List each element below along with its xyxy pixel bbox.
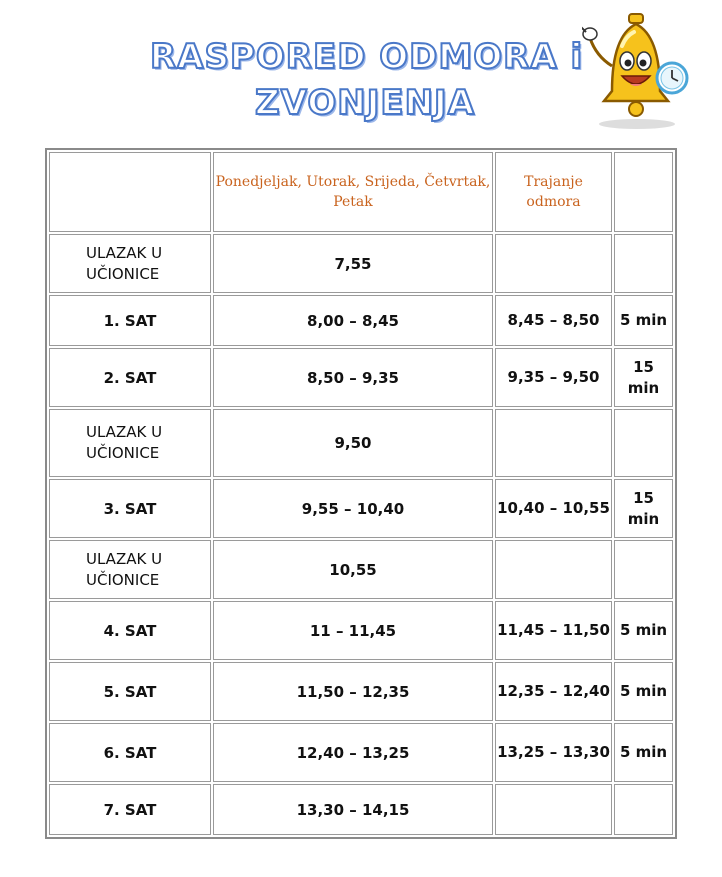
header-duration [614,152,673,232]
row-label: 3. SAT [49,479,211,538]
bell-mascot-icon [582,6,692,131]
row-duration: 5 min [614,662,673,721]
row-duration: 5 min [614,295,673,346]
row-label: 4. SAT [49,601,211,660]
row-label: ULAZAK U UČIONICE [49,234,211,293]
row-break: 12,35 – 12,40 [495,662,612,721]
table-row [49,348,673,407]
row-duration [614,540,673,599]
row-time: 9,55 – 10,40 [213,479,493,538]
header-label [49,152,211,232]
table-row [49,479,673,538]
table-row [49,540,673,599]
row-label: 1. SAT [49,295,211,346]
row-duration [614,784,673,835]
row-duration: 15 min [614,479,673,538]
row-time: 11,50 – 12,35 [213,662,493,721]
row-time: 12,40 – 13,25 [213,723,493,782]
table-row [49,784,673,835]
row-duration: 15 min [614,348,673,407]
row-time: 7,55 [213,234,493,293]
row-label: ULAZAK U UČIONICE [49,540,211,599]
row-label: 6. SAT [49,723,211,782]
row-time: 11 – 11,45 [213,601,493,660]
row-label: 5. SAT [49,662,211,721]
row-time: 8,50 – 9,35 [213,348,493,407]
row-break: 8,45 – 8,50 [495,295,612,346]
row-label: ULAZAK U UČIONICE [49,409,211,477]
table-header-row [49,152,673,232]
row-time: 10,55 [213,540,493,599]
row-time: 9,50 [213,409,493,477]
row-break [495,540,612,599]
row-time: 8,00 – 8,45 [213,295,493,346]
row-break [495,409,612,477]
schedule-table [45,148,677,839]
title-line-1: RASPORED ODMORA i [150,37,584,77]
table-row [49,295,673,346]
row-label: 7. SAT [49,784,211,835]
row-break: 9,35 – 9,50 [495,348,612,407]
table-row [49,662,673,721]
table-row [49,723,673,782]
row-break: 11,45 – 11,50 [495,601,612,660]
header-break: Trajanje odmora [495,152,612,232]
row-break: 13,25 – 13,30 [495,723,612,782]
row-break: 10,40 – 10,55 [495,479,612,538]
row-duration [614,409,673,477]
table-row [49,601,673,660]
row-duration: 5 min [614,601,673,660]
row-time: 13,30 – 14,15 [213,784,493,835]
row-duration: 5 min [614,723,673,782]
row-break [495,234,612,293]
title-line-2: ZVONJENJA [254,83,476,123]
table-row [49,409,673,477]
row-duration [614,234,673,293]
table-row [49,234,673,293]
row-label: 2. SAT [49,348,211,407]
row-break [495,784,612,835]
header-days: Ponedjeljak, Utorak, Srijeda, Četvrtak, Petak [213,152,493,232]
page-title [150,34,584,126]
